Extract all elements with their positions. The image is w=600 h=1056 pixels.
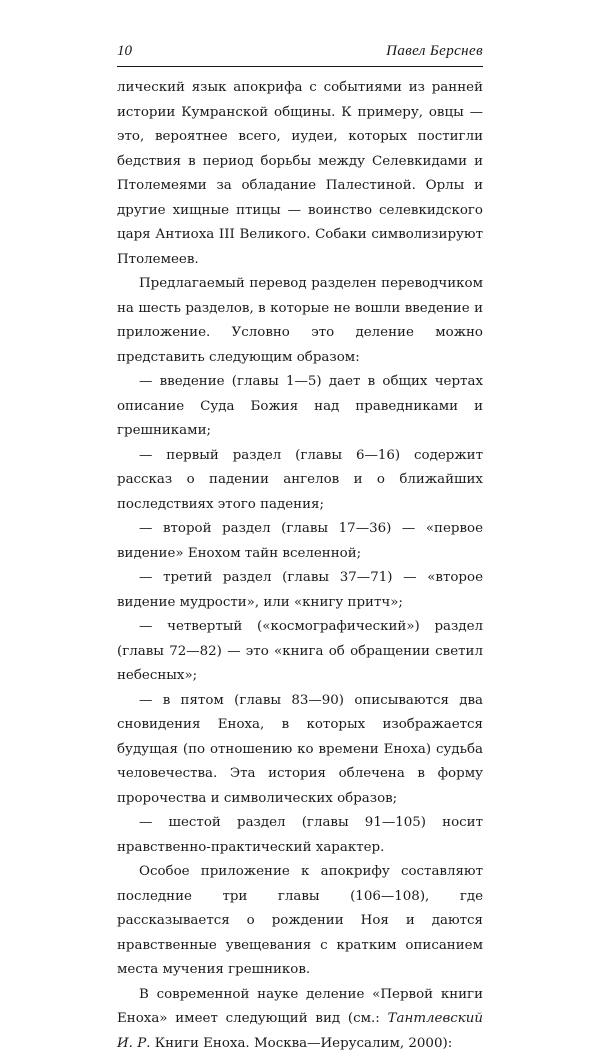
body-text — [117, 76, 483, 1056]
list-item-introduction: — введение (главы 1—5) дает в общих чертах описание Суда Божия над праведниками и грешниками; — [117, 370, 483, 444]
running-title: Павел Берснев — [386, 40, 483, 62]
citation-text-before: В современной науке деление «Первой книги Еноха» имеет следующий вид (см.: — [117, 987, 483, 1027]
citation-author: Тантлевский И. Р. — [117, 1011, 483, 1051]
citation-text-after: Книги Еноха. Москва—Иерусалим, 2000): — [150, 1036, 452, 1051]
paragraph: лический язык апокрифа с событиями из ранней истории Кумранской общины. К примеру, овцы — это, вероятнее всего, иудеи, которых постигли бедствия в период борьбы между Селевкидами и Птолемеями за обладание Палестиной. Орлы и другие хищные птицы — воинство селевкидского царя Антиоха III Великого. Собаки символизируют Птолемеев. — [117, 76, 483, 272]
list-item-section-1: — первый раздел (главы 6—16) содержит рассказ о падении ангелов и о ближайших последствиях этого падения; — [117, 444, 483, 518]
list-item-section-2: — второй раздел (главы 17—36) — «первое видение» Енохом тайн вселенной; — [117, 517, 483, 566]
paragraph: Особое приложение к апокрифу составляют последние три главы (106—108), где рассказывается о рождении Ноя и даются нравственные увещевания с кратким описанием места мучения грешников. — [117, 860, 483, 983]
paragraph-citation — [117, 983, 483, 1056]
paragraph: Предлагаемый перевод разделен переводчиком на шесть разделов, в которые не вошли введение и приложение. Условно это деление можно представить следующим образом: — [117, 272, 483, 370]
list-item-section-3: — третий раздел (главы 37—71) — «второе видение мудрости», или «книгу притч»; — [117, 566, 483, 615]
header-rule — [117, 66, 483, 67]
page-number: 10 — [117, 40, 132, 62]
page-header — [117, 40, 483, 62]
list-item-section-5: — в пятом (главы 83—90) описываются два сновидения Еноха, в которых изображается будущая (по отношению ко времени Еноха) судьба человечества. Эта история облечена в форму пророчества и символических образов; — [117, 689, 483, 812]
list-item-section-6: — шестой раздел (главы 91—105) носит нравственно-практический характер. — [117, 811, 483, 860]
list-item-section-4: — четвертый («космографический») раздел (главы 72—82) — это «книга об обращении светил небесных»; — [117, 615, 483, 689]
